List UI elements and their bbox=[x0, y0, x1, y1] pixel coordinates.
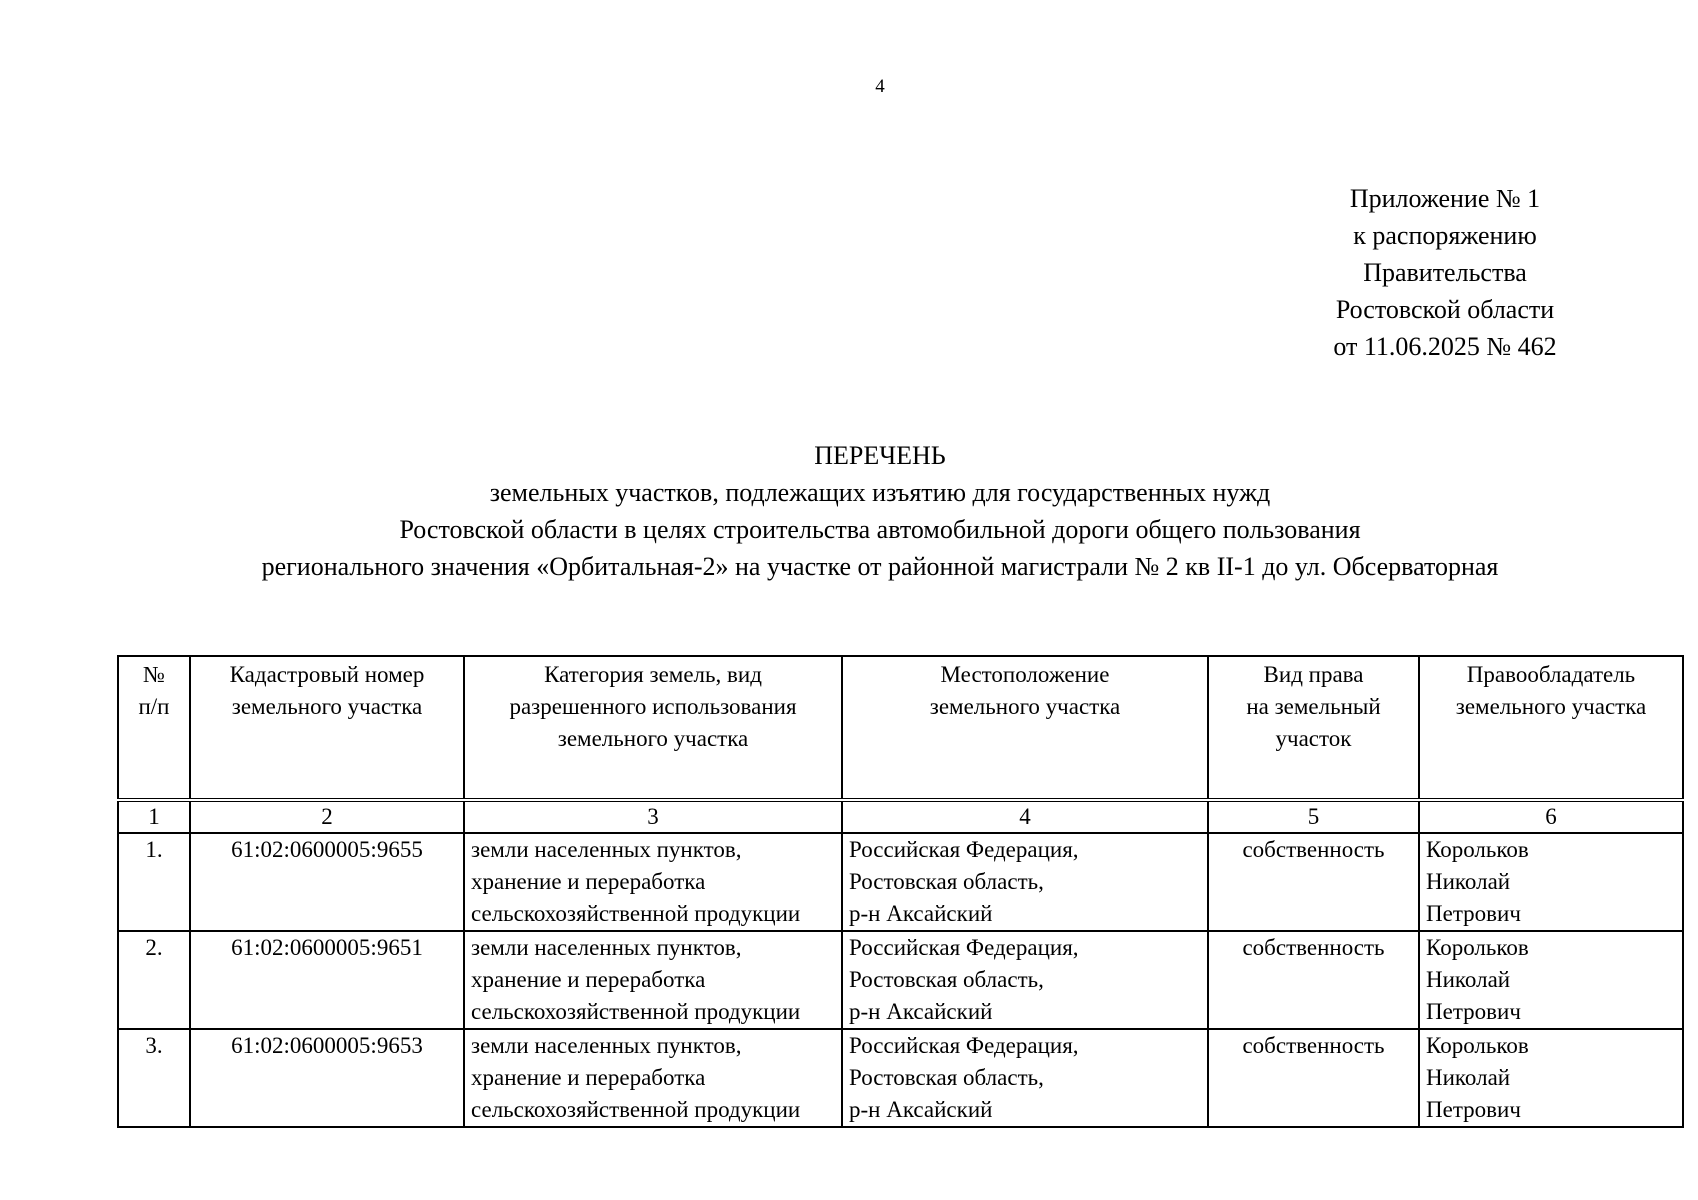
plot-location: Российская Федерация, Ростовская область, р-н Аксайский bbox=[842, 1029, 1208, 1127]
right-type: собственность bbox=[1208, 1029, 1419, 1127]
table-row bbox=[118, 833, 1683, 931]
row-number: 3. bbox=[118, 1029, 190, 1127]
cadastral-number: 61:02:0600005:9651 bbox=[190, 931, 464, 1029]
plot-location: Российская Федерация, Ростовская область, р-н Аксайский bbox=[842, 833, 1208, 931]
column-number: 2 bbox=[190, 800, 464, 833]
appendix-line: Приложение № 1 bbox=[1349, 184, 1541, 213]
document-title bbox=[120, 437, 1640, 585]
header-right: Вид права на земельный участок bbox=[1208, 656, 1419, 800]
column-number: 1 bbox=[118, 800, 190, 833]
appendix-line: Ростовской области bbox=[1335, 295, 1555, 324]
owner: Корольков Николай Петрович bbox=[1419, 931, 1683, 1029]
right-type: собственность bbox=[1208, 931, 1419, 1029]
column-number: 6 bbox=[1419, 800, 1683, 833]
header-cadastral: Кадастровый номер земельного участка bbox=[190, 656, 464, 800]
land-category: земли населенных пунктов, хранение и переработка сельскохозяйственной продукции bbox=[464, 1029, 842, 1127]
header-owner: Правообладатель земельного участка bbox=[1419, 656, 1683, 800]
title-line: регионального значения «Орбитальная-2» на участке от районной магистрали № 2 кв II-1 до ул. Обсерваторная bbox=[261, 552, 1499, 581]
owner: Корольков Николай Петрович bbox=[1419, 833, 1683, 931]
land-category: земли населенных пунктов, хранение и переработка сельскохозяйственной продукции bbox=[464, 833, 842, 931]
header-number: № п/п bbox=[118, 656, 190, 800]
appendix-line: от 11.06.2025 № 462 bbox=[1333, 332, 1557, 361]
cadastral-number: 61:02:0600005:9655 bbox=[190, 833, 464, 931]
land-category: земли населенных пунктов, хранение и переработка сельскохозяйственной продукции bbox=[464, 931, 842, 1029]
land-plots-table bbox=[117, 655, 1684, 1128]
row-number: 1. bbox=[118, 833, 190, 931]
table-header-row bbox=[118, 656, 1683, 800]
column-number: 3 bbox=[464, 800, 842, 833]
plot-location: Российская Федерация, Ростовская область, р-н Аксайский bbox=[842, 931, 1208, 1029]
column-number-row bbox=[118, 800, 1683, 833]
header-category: Категория земель, вид разрешенного использования земельного участка bbox=[464, 656, 842, 800]
page-number: 4 bbox=[875, 76, 885, 97]
column-number: 5 bbox=[1208, 800, 1419, 833]
appendix-block bbox=[1290, 180, 1600, 365]
title-heading: ПЕРЕЧЕНЬ bbox=[814, 441, 946, 470]
row-number: 2. bbox=[118, 931, 190, 1029]
column-number: 4 bbox=[842, 800, 1208, 833]
title-line: Ростовской области в целях строительства автомобильной дороги общего пользования bbox=[399, 515, 1361, 544]
owner: Корольков Николай Петрович bbox=[1419, 1029, 1683, 1127]
header-location: Местоположение земельного участка bbox=[842, 656, 1208, 800]
appendix-line: Правительства bbox=[1363, 258, 1527, 287]
cadastral-number: 61:02:0600005:9653 bbox=[190, 1029, 464, 1127]
table-row bbox=[118, 931, 1683, 1029]
appendix-line: к распоряжению bbox=[1353, 221, 1537, 250]
right-type: собственность bbox=[1208, 833, 1419, 931]
table-row bbox=[118, 1029, 1683, 1127]
title-line: земельных участков, подлежащих изъятию для государственных нужд bbox=[489, 478, 1271, 507]
